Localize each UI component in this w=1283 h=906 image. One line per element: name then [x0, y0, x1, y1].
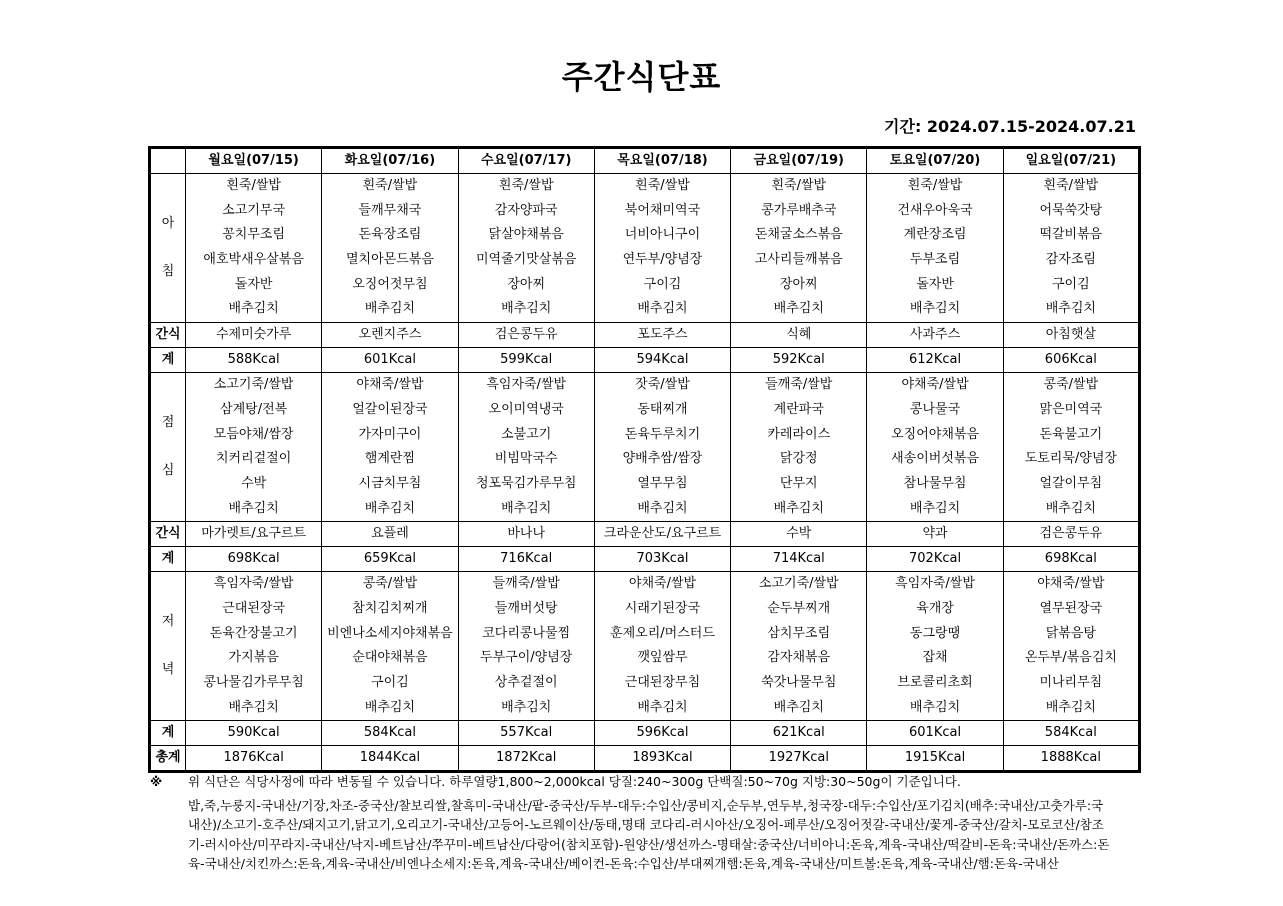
- lunch-kcal-cell: 659Kcal: [322, 547, 458, 572]
- menu-item: 배추김치: [364, 500, 416, 516]
- menu-item: 야채죽/쌀밥: [356, 377, 424, 393]
- menu-item: 소고기죽/쌀밥: [758, 576, 839, 592]
- dinner-cell: [186, 572, 322, 721]
- day-header: 토요일(07/20): [867, 148, 1003, 174]
- menu-item: 오징어젓무침: [352, 276, 428, 292]
- menu-item: 감자채볶음: [767, 650, 831, 666]
- menu-item: 참치김치찌개: [352, 600, 428, 616]
- menu-item: 흰죽/쌀밥: [362, 178, 418, 193]
- menu-item: 열무된장국: [1039, 600, 1103, 616]
- lunch-snack-cell: 검은콩두유: [1003, 522, 1139, 547]
- menu-item: 애호박새우살볶음: [203, 252, 304, 268]
- menu-item: 수박: [241, 475, 267, 491]
- menu-item: 감자양파국: [494, 202, 558, 218]
- lunch-kcal-row: [150, 547, 1140, 572]
- menu-item: 장아찌: [779, 276, 818, 292]
- dinner-kcal-cell: 621Kcal: [731, 721, 867, 746]
- menu-item: 들깨버섯탕: [494, 600, 558, 616]
- menu-item: 새송이버섯볶음: [891, 451, 979, 467]
- dinner-kcal-cell: 601Kcal: [867, 721, 1003, 746]
- breakfast-cell: [731, 174, 867, 323]
- menu-item: 콩나물김가루무침: [203, 675, 304, 690]
- menu-item: 배추김치: [1045, 500, 1096, 516]
- menu-item: 돈육장조림: [358, 227, 422, 243]
- dinner-cell: [458, 572, 594, 721]
- menu-item: 근대된장무침: [624, 675, 701, 690]
- menu-item: 흰죽/쌀밥: [771, 178, 827, 193]
- lunch-label-char: 심: [161, 463, 175, 479]
- menu-item: 흰죽/쌀밥: [498, 178, 554, 193]
- lunch-label: [150, 373, 186, 522]
- menu-item: 삼계탕/전복: [220, 401, 288, 417]
- lunch-cell: [186, 373, 322, 522]
- menu-item: 배추김치: [364, 301, 416, 317]
- lunch-cell: [458, 373, 594, 522]
- menu-item: 두부구이/양념장: [480, 650, 573, 666]
- total-kcal-label: 총계: [150, 746, 186, 772]
- menu-item: 열무무침: [637, 475, 688, 491]
- dinner-label: [150, 572, 186, 721]
- menu-item: 두부조림: [909, 252, 961, 268]
- menu-item: 온두부/볶음김치: [1024, 650, 1117, 666]
- menu-item: 북어채미역국: [624, 202, 701, 218]
- menu-item: 미나리무침: [1039, 675, 1103, 690]
- menu-item: 닭강정: [779, 451, 818, 467]
- menu-item: 흰죽/쌀밥: [635, 178, 690, 193]
- dinner-label-char: 저: [161, 614, 175, 630]
- menu-item: 잣죽/쌀밥: [635, 377, 690, 393]
- menu-item: 소고기무국: [222, 202, 286, 218]
- lunch-snack-cell: 바나나: [458, 522, 594, 547]
- menu-item: 배추김치: [501, 699, 552, 715]
- breakfast-snack-cell: 수제미숫가루: [186, 323, 322, 348]
- menu-item: 쑥갓나물무침: [761, 675, 837, 690]
- menu-item: 훈제오리/머스터드: [610, 625, 715, 641]
- total-kcal-cell: 1915Kcal: [867, 746, 1003, 772]
- dinner-row: [150, 572, 1140, 721]
- menu-item: 가자미구이: [358, 426, 422, 442]
- lunch-cell: [731, 373, 867, 522]
- dinner-cell: [594, 572, 730, 721]
- breakfast-kcal-label: 계: [150, 348, 186, 373]
- menu-item: 배추김치: [228, 301, 279, 317]
- menu-item: 오이미역냉국: [488, 401, 564, 417]
- note-nutrition: 위 식단은 식당사정에 따라 변동될 수 있습니다. 하루열량1,800~2,000kcal 당질:240~300g 단백질:50~70g 지방:30~50g이 기준입니다.: [188, 774, 961, 789]
- breakfast-snack-cell: 오렌지주스: [322, 323, 458, 348]
- lunch-kcal-cell: 698Kcal: [1003, 547, 1139, 572]
- notes: [150, 772, 1110, 874]
- dinner-cell: [731, 572, 867, 721]
- breakfast-cell: [1003, 174, 1139, 323]
- menu-item: 계란파국: [773, 401, 824, 417]
- menu-item: 흑임자죽/쌀밥: [213, 576, 294, 592]
- lunch-kcal-label: 계: [150, 547, 186, 572]
- total-kcal-cell: 1844Kcal: [322, 746, 458, 772]
- menu-item: 닭살야채볶음: [488, 227, 564, 243]
- breakfast-cell: [322, 174, 458, 323]
- day-header: 월요일(07/15): [186, 148, 322, 174]
- breakfast-kcal-row: [150, 348, 1140, 373]
- dinner-kcal-cell: 596Kcal: [594, 721, 730, 746]
- menu-item: 연두부/양념장: [622, 252, 703, 268]
- menu-item: 돌자반: [234, 276, 273, 292]
- menu-item: 치커리겉절이: [215, 451, 292, 467]
- dinner-kcal-cell: 584Kcal: [1003, 721, 1139, 746]
- total-kcal-cell: 1872Kcal: [458, 746, 594, 772]
- menu-item: 돌자반: [916, 276, 954, 292]
- breakfast-row: [150, 174, 1140, 323]
- menu-item: 비빔막국수: [494, 451, 558, 467]
- menu-item: 코다리콩나물찜: [482, 625, 571, 641]
- breakfast-snack-cell: 식혜: [731, 323, 867, 348]
- menu-item: 배추김치: [773, 301, 824, 317]
- lunch-snack-cell: 약과: [867, 522, 1003, 547]
- menu-item: 야채죽/쌀밥: [901, 377, 969, 393]
- total-kcal-cell: 1893Kcal: [594, 746, 730, 772]
- menu-item: 참나물무침: [903, 475, 967, 491]
- menu-item: 배추김치: [637, 699, 688, 715]
- lunch-kcal-cell: 698Kcal: [186, 547, 322, 572]
- menu-item: 흑임자죽/쌀밥: [895, 576, 975, 592]
- menu-item: 청포묵김가루무침: [475, 475, 577, 491]
- day-header: 금요일(07/19): [731, 148, 867, 174]
- menu-item: 깻잎쌈무: [637, 650, 688, 666]
- menu-item: 상추겉절이: [494, 675, 558, 690]
- breakfast-cell: [458, 174, 594, 323]
- menu-item: 돈육두루치기: [624, 426, 701, 442]
- menu-item: 배추김치: [909, 699, 961, 715]
- menu-item: 장아찌: [507, 276, 546, 292]
- menu-item: 돈육간장불고기: [209, 625, 298, 641]
- breakfast-kcal-cell: 592Kcal: [731, 348, 867, 373]
- lunch-snack-label: 간식: [150, 522, 186, 547]
- note-origin: 밥,죽,누룽지-국내산/기장,차조-중국산/찰보리쌀,찰흑미-국내산/팥-중국산/두부-대두:수입산/콩비지,순두부,연두부,청국장-대두:수입산/포기김치(배추:국내산/고춧가루:국내산)/소고기-호주산/돼지고기,닭고기,오리고기-국내산/고등어-노르웨이산/동태,명태 코다리-러시아산/오징어-페루산/오징어젓갈-국내산/꽃게-중국산/갈치-모로코산/참조기-러시아산/미꾸라지-국내산/낙지-베트남산/쭈꾸미-베트남산/다랑어(참치포함)-원양산/생선까스-명태살:중국산/너비아니:돈육,계육-국내산/떡갈비-돈육:국내산/돈까스:돈육-국내산/치킨까스:돈육,계육-국내산/비엔나소세지:돈육,계육-국내산/베이컨-돈육:수입산/부대찌개햄:돈육,계육-국내산/미트볼:돈육,계육-국내산/햄:돈육-국내산: [188, 797, 1110, 871]
- menu-item: 구이김: [643, 276, 682, 292]
- label-spacer: [151, 634, 185, 658]
- menu-item: 동그랑땡: [909, 625, 961, 641]
- lunch-kcal-cell: 703Kcal: [594, 547, 730, 572]
- breakfast-snack-label: 간식: [150, 323, 186, 348]
- menu-item: 흑임자죽/쌀밥: [486, 377, 567, 393]
- menu-item: 미역줄기맛살볶음: [475, 252, 577, 268]
- lunch-snack-row: [150, 522, 1140, 547]
- menu-item: 건새우아욱국: [897, 202, 973, 218]
- menu-item: 가지볶음: [228, 650, 279, 666]
- dinner-kcal-label: 계: [150, 721, 186, 746]
- menu-item: 야채죽/쌀밥: [628, 576, 697, 592]
- menu-item: 햄계란찜: [364, 451, 416, 467]
- menu-item: 순두부찌개: [767, 600, 831, 616]
- breakfast-kcal-cell: 588Kcal: [186, 348, 322, 373]
- total-kcal-cell: 1927Kcal: [731, 746, 867, 772]
- menu-item: 돈육불고기: [1039, 426, 1103, 442]
- menu-item: 들깨죽/쌀밥: [765, 377, 833, 393]
- menu-item: 배추김치: [637, 301, 688, 317]
- breakfast-snack-cell: 포도주스: [594, 323, 730, 348]
- breakfast-cell: [867, 174, 1003, 323]
- dinner-cell: [1003, 572, 1139, 721]
- menu-item: 오징어야채볶음: [891, 426, 979, 442]
- menu-item: 배추김치: [501, 301, 552, 317]
- lunch-cell: [1003, 373, 1139, 522]
- menu-item: 콩나물국: [909, 401, 961, 417]
- label-spacer: [151, 236, 185, 260]
- menu-item: 브로콜리초회: [897, 675, 973, 690]
- label-spacer: [151, 435, 185, 459]
- menu-item: 감자조림: [1045, 252, 1096, 268]
- header-row: [150, 148, 1140, 174]
- lunch-snack-cell: 크라운산도/요구르트: [594, 522, 730, 547]
- dinner-kcal-cell: 584Kcal: [322, 721, 458, 746]
- menu-item: 야채죽/쌀밥: [1037, 576, 1105, 592]
- menu-item: 고사리들깨볶음: [754, 252, 843, 268]
- dinner-label-char: 녁: [161, 662, 175, 678]
- breakfast-kcal-cell: 606Kcal: [1003, 348, 1139, 373]
- menu-item: 도토리묵/양념장: [1024, 451, 1117, 467]
- day-header: 화요일(07/16): [322, 148, 458, 174]
- menu-item: 들깨무채국: [358, 202, 422, 218]
- menu-item: 순대야채볶음: [352, 650, 428, 666]
- menu-item: 콩죽/쌀밥: [362, 576, 418, 592]
- menu-item: 소불고기: [501, 426, 552, 442]
- menu-item: 구이김: [371, 675, 409, 690]
- menu-item: 시금치무침: [358, 475, 422, 491]
- menu-item: 비엔나소세지야채볶음: [327, 625, 453, 641]
- menu-item: 떡갈비볶음: [1039, 227, 1103, 243]
- breakfast-kcal-cell: 594Kcal: [594, 348, 730, 373]
- lunch-cell: [594, 373, 730, 522]
- lunch-snack-cell: 수박: [731, 522, 867, 547]
- menu-item: 흰죽/쌀밥: [907, 178, 963, 193]
- menu-item: 소고기죽/쌀밥: [213, 377, 294, 393]
- period-label: 기간: 2024.07.15-2024.07.21: [884, 117, 1136, 136]
- menu-item: 동태찌개: [637, 401, 688, 417]
- breakfast-label: [150, 174, 186, 323]
- dinner-cell: [322, 572, 458, 721]
- menu-item: 꽁치무조림: [222, 227, 286, 243]
- menu-item: 너비아니구이: [624, 227, 701, 243]
- breakfast-snack-cell: 아침햇살: [1003, 323, 1139, 348]
- breakfast-kcal-cell: 612Kcal: [867, 348, 1003, 373]
- breakfast-label-char: 침: [161, 264, 175, 280]
- menu-item: 구이김: [1052, 276, 1090, 292]
- menu-item: 어묵쑥갓탕: [1039, 202, 1103, 218]
- menu-item: 육개장: [916, 600, 954, 616]
- menu-item: 삼치무조림: [767, 625, 831, 641]
- menu-item: 배추김치: [773, 699, 824, 715]
- dinner-kcal-cell: 590Kcal: [186, 721, 322, 746]
- dinner-kcal-row: [150, 721, 1140, 746]
- total-kcal-cell: 1876Kcal: [186, 746, 322, 772]
- dinner-cell: [867, 572, 1003, 721]
- corner-cell: [150, 148, 186, 174]
- menu-item: 잡채: [922, 650, 948, 666]
- dinner-kcal-cell: 557Kcal: [458, 721, 594, 746]
- menu-item: 콩죽/쌀밥: [1043, 377, 1099, 393]
- menu-item: 시래기된장국: [624, 600, 701, 616]
- menu-item: 모듬야채/쌈장: [213, 426, 294, 442]
- menu-item: 배추김치: [501, 500, 552, 516]
- page-title: 주간식단표: [561, 58, 722, 96]
- menu-item: 배추김치: [909, 301, 961, 317]
- note-mark: ※: [150, 774, 163, 789]
- menu-item: 배추김치: [228, 500, 279, 516]
- lunch-kcal-cell: 714Kcal: [731, 547, 867, 572]
- day-header: 수요일(07/17): [458, 148, 594, 174]
- menu-item: 계란장조림: [903, 227, 967, 243]
- day-header: 일요일(07/21): [1003, 148, 1139, 174]
- breakfast-kcal-cell: 599Kcal: [458, 348, 594, 373]
- menu-item: 흰죽/쌀밥: [226, 178, 281, 193]
- menu-item: 멸치아몬드볶음: [345, 252, 434, 268]
- breakfast-kcal-cell: 601Kcal: [322, 348, 458, 373]
- breakfast-snack-cell: 사과주스: [867, 323, 1003, 348]
- menu-item: 근대된장국: [222, 600, 286, 616]
- menu-item: 돈채굴소스볶음: [754, 227, 843, 243]
- menu-item: 단무지: [779, 475, 818, 491]
- breakfast-snack-row: [150, 323, 1140, 348]
- lunch-row: [150, 373, 1140, 522]
- menu-item: 배추김치: [909, 500, 961, 516]
- lunch-cell: [867, 373, 1003, 522]
- menu-item: 배추김치: [228, 699, 279, 715]
- menu-item: 얼갈이무침: [1039, 475, 1103, 491]
- menu-item: 카레라이스: [767, 426, 831, 442]
- lunch-kcal-cell: 716Kcal: [458, 547, 594, 572]
- menu-item: 얼갈이된장국: [352, 401, 428, 417]
- menu-item: 흰죽/쌀밥: [1043, 178, 1099, 193]
- total-kcal-cell: 1888Kcal: [1003, 746, 1139, 772]
- menu-item: 배추김치: [1045, 699, 1096, 715]
- day-header: 목요일(07/18): [594, 148, 730, 174]
- menu-item: 맑은미역국: [1039, 401, 1103, 417]
- lunch-cell: [322, 373, 458, 522]
- lunch-snack-cell: 요플레: [322, 522, 458, 547]
- breakfast-label-char: 아: [161, 216, 175, 232]
- menu-item: 닭볶음탕: [1045, 625, 1096, 641]
- breakfast-snack-cell: 검은콩두유: [458, 323, 594, 348]
- lunch-snack-cell: 마가렛트/요구르트: [186, 522, 322, 547]
- menu-item: 들깨죽/쌀밥: [492, 576, 560, 592]
- lunch-kcal-cell: 702Kcal: [867, 547, 1003, 572]
- lunch-label-char: 점: [161, 415, 175, 431]
- breakfast-cell: [186, 174, 322, 323]
- weekly-menu-table: [148, 146, 1141, 773]
- menu-item: 배추김치: [1045, 301, 1096, 317]
- menu-item: 배추김치: [773, 500, 824, 516]
- menu-item: 배추김치: [637, 500, 688, 516]
- menu-item: 양배추쌈/쌈장: [622, 451, 703, 467]
- total-kcal-row: [150, 746, 1140, 772]
- breakfast-cell: [594, 174, 730, 323]
- menu-item: 배추김치: [364, 699, 416, 715]
- menu-item: 콩가루배추국: [761, 202, 837, 218]
